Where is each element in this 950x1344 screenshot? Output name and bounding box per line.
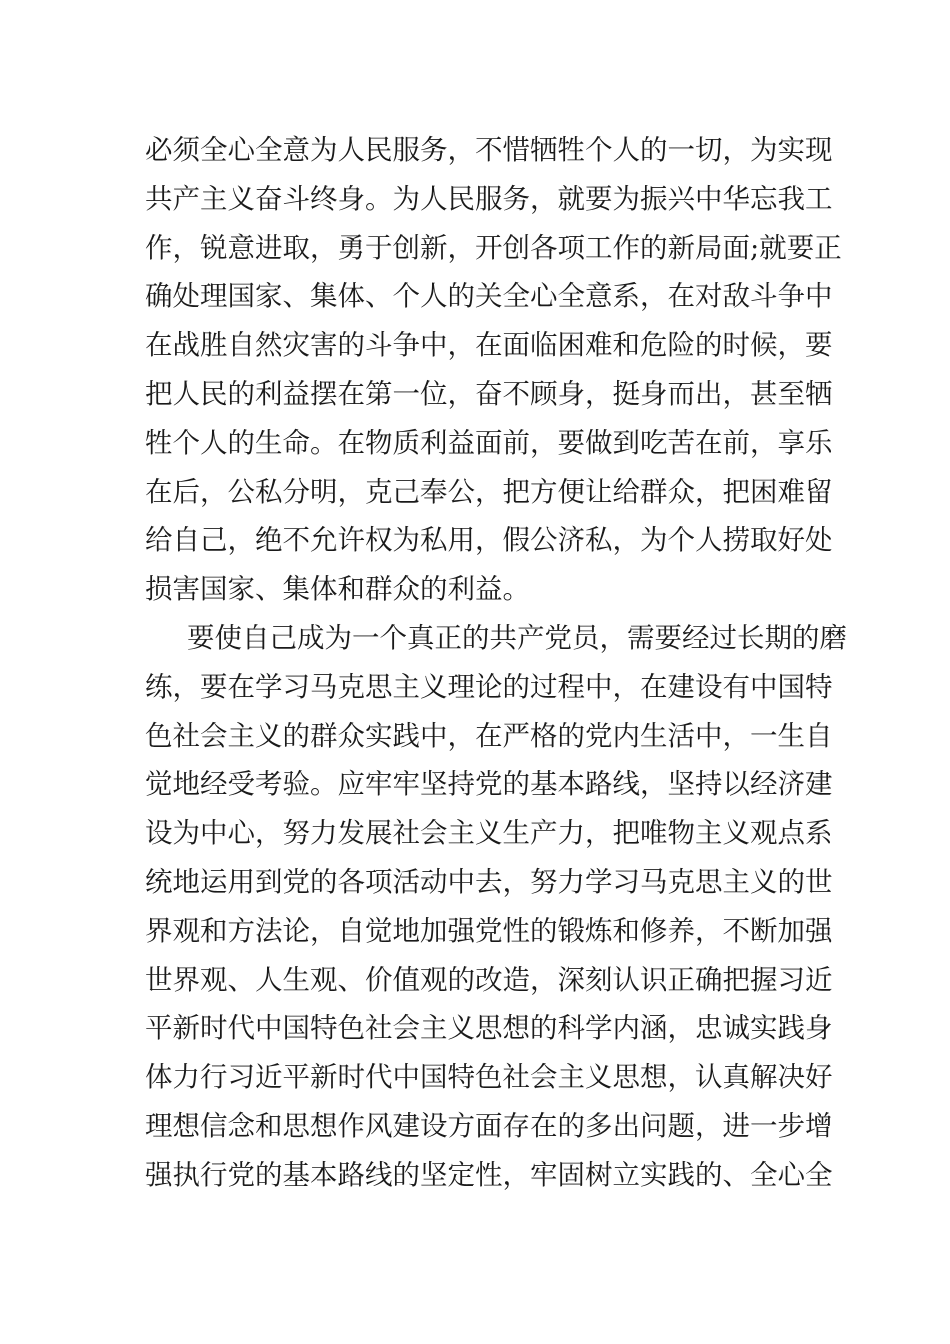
text-line: 理想信念和思想作风建设方面存在的多出问题，进一步增	[145, 1109, 833, 1142]
text-line: 强执行党的基本路线的坚定性，牢固树立实践的、全心全	[145, 1158, 833, 1191]
text-line: 牲个人的生命。在物质利益面前，要做到吃苦在前，享乐	[145, 426, 833, 459]
text-line: 作，锐意进取，勇于创新，开创各项工作的新局面;就要正	[145, 231, 842, 264]
text-line: 界观和方法论，自觉地加强党性的锻炼和修养，不断加强	[145, 914, 833, 947]
text-line: 在战胜自然灾害的斗争中，在面临困难和危险的时候，要	[145, 329, 833, 362]
text-line: 要使自己成为一个真正的共产党员，需要经过长期的磨	[187, 621, 847, 654]
text-line: 必须全心全意为人民服务，不惜牺牲个人的一切，为实现	[145, 134, 833, 166]
text-line: 统地运用到党的各项活动中去，努力学习马克思主义的世	[145, 865, 833, 898]
paragraph-1	[145, 126, 842, 614]
text-line: 给自己，绝不允许权为私用，假公济私，为个人捞取好处	[145, 524, 833, 557]
text-line: 觉地经受考验。应牢牢坚持党的基本路线，坚持以经济建	[145, 768, 833, 801]
text-line: 在后，公私分明，克己奉公，把方便让给群众，把困难留	[145, 475, 833, 508]
text-line: 损害国家、集体和群众的利益。	[145, 573, 530, 606]
text-line: 确处理国家、集体、个人的关全心全意系，在对敌斗争中	[145, 280, 833, 313]
text-line: 练，要在学习马克思主义理论的过程中，在建设有中国特	[145, 670, 833, 703]
text-line: 共产主义奋斗终身。为人民服务，就要为振兴中华忘我工	[145, 182, 833, 215]
paragraph-2	[145, 614, 847, 1200]
document-body	[145, 126, 847, 1200]
text-line: 设为中心，努力发展社会主义生产力，把唯物主义观点系	[145, 817, 833, 850]
text-line: 体力行习近平新时代中国特色社会主义思想，认真解决好	[145, 1061, 833, 1094]
text-line: 平新时代中国特色社会主义思想的科学内涵，忠诚实践身	[145, 1012, 833, 1045]
text-line: 色社会主义的群众实践中，在严格的党内生活中，一生自	[145, 719, 833, 752]
text-line: 世界观、人生观、价值观的改造，深刻认识正确把握习近	[145, 963, 833, 996]
text-line: 把人民的利益摆在第一位，奋不顾身，挺身而出，甚至牺	[145, 377, 833, 410]
